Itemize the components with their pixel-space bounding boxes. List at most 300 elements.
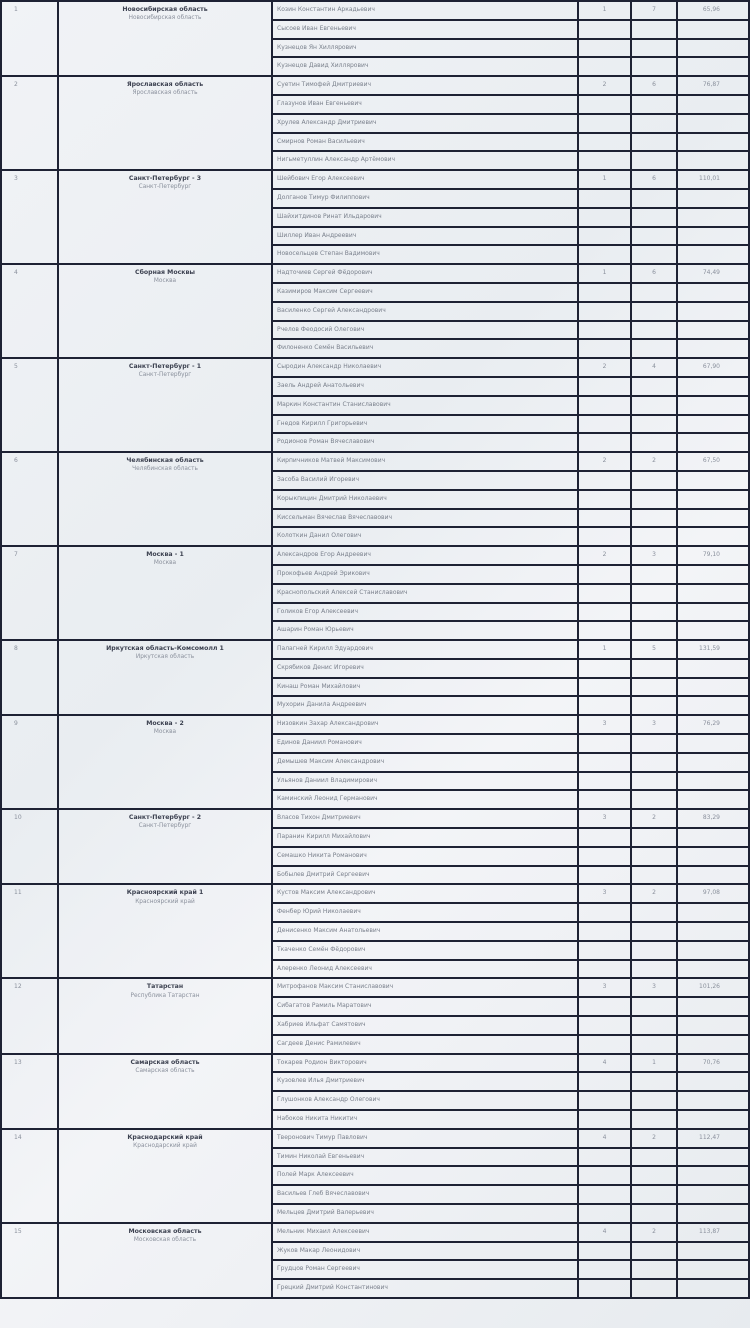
empty-cell — [631, 678, 677, 697]
team-region: Самарская область — [135, 1067, 195, 1074]
team-stat-a: 3 — [578, 715, 631, 734]
team-stat-a: 4 — [578, 1054, 631, 1073]
team-score: 101,26 — [677, 978, 749, 997]
table-row — [1, 640, 749, 659]
team-member-name: Ашарин Роман Юрьевич — [272, 621, 578, 640]
empty-cell — [677, 509, 749, 528]
empty-cell — [631, 734, 677, 753]
team-cell — [58, 546, 272, 640]
empty-cell — [631, 227, 677, 246]
team-rank: 14 — [1, 1129, 58, 1223]
team-score: 76,29 — [677, 715, 749, 734]
team-member-name: Низовкин Захар Александрович — [272, 715, 578, 734]
empty-cell — [677, 790, 749, 809]
team-member-name: Маркин Константин Станиславович — [272, 396, 578, 415]
empty-cell — [578, 1204, 631, 1223]
empty-cell — [677, 95, 749, 114]
empty-cell — [677, 866, 749, 885]
team-stat-b: 2 — [631, 809, 677, 828]
team-member-name: Надточиев Сергей Фёдорович — [272, 264, 578, 283]
team-stat-a: 2 — [578, 452, 631, 471]
team-cell — [58, 264, 272, 358]
team-stat-b: 2 — [631, 884, 677, 903]
empty-cell — [631, 790, 677, 809]
empty-cell — [631, 753, 677, 772]
empty-cell — [677, 151, 749, 170]
empty-cell — [631, 509, 677, 528]
empty-cell — [578, 603, 631, 622]
empty-cell — [578, 565, 631, 584]
empty-cell — [578, 527, 631, 546]
empty-cell — [578, 339, 631, 358]
table-row — [1, 884, 749, 903]
empty-cell — [578, 415, 631, 434]
team-member-name: Паранин Кирилл Михайлович — [272, 828, 578, 847]
empty-cell — [578, 847, 631, 866]
team-member-name: Митрофанов Максим Станиславович — [272, 978, 578, 997]
empty-cell — [631, 828, 677, 847]
empty-cell — [578, 903, 631, 922]
team-region: Санкт-Петербург — [138, 184, 192, 191]
empty-cell — [631, 1072, 677, 1091]
team-member-name: Власов Тихон Дмитриевич — [272, 809, 578, 828]
team-region: Иркутская область — [135, 654, 195, 661]
empty-cell — [677, 302, 749, 321]
empty-cell — [631, 95, 677, 114]
empty-cell — [631, 1279, 677, 1298]
team-member-name: Васильев Глеб Вячеславович — [272, 1185, 578, 1204]
team-member-name: Мельцев Дмитрий Валерьевич — [272, 1204, 578, 1223]
team-stat-a: 3 — [578, 809, 631, 828]
team-name: Санкт-Петербург - 2 — [128, 814, 202, 822]
empty-cell — [631, 696, 677, 715]
team-stat-b: 6 — [631, 264, 677, 283]
empty-cell — [677, 603, 749, 622]
empty-cell — [578, 245, 631, 264]
team-cell — [58, 452, 272, 546]
team-score: 67,90 — [677, 358, 749, 377]
empty-cell — [631, 433, 677, 452]
team-member-name: Кузовлев Илья Дмитриевич — [272, 1072, 578, 1091]
team-stat-a: 1 — [578, 170, 631, 189]
team-rank: 11 — [1, 884, 58, 978]
empty-cell — [578, 866, 631, 885]
team-stat-b: 4 — [631, 358, 677, 377]
empty-cell — [677, 339, 749, 358]
team-score: 110,01 — [677, 170, 749, 189]
team-member-name: Кустов Максим Александрович — [272, 884, 578, 903]
empty-cell — [631, 208, 677, 227]
team-stat-b: 2 — [631, 1223, 677, 1242]
team-cell — [58, 640, 272, 715]
empty-cell — [631, 471, 677, 490]
team-rank: 7 — [1, 546, 58, 640]
team-stat-b: 1 — [631, 1054, 677, 1073]
team-member-name: Шейбович Егор Алексеевич — [272, 170, 578, 189]
team-rank: 5 — [1, 358, 58, 452]
table-row — [1, 1054, 749, 1073]
team-stat-a: 3 — [578, 978, 631, 997]
empty-cell — [631, 415, 677, 434]
team-rank: 2 — [1, 76, 58, 170]
team-score: 112,47 — [677, 1129, 749, 1148]
team-member-name: Сысоев Иван Евгеньевич — [272, 20, 578, 39]
team-rank: 13 — [1, 1054, 58, 1129]
empty-cell — [631, 866, 677, 885]
team-name: Краснодарский край — [127, 1133, 203, 1141]
team-member-name: Токарев Родион Викторович — [272, 1054, 578, 1073]
team-member-name: Кузнецов Давид Хиллярович — [272, 57, 578, 76]
team-region: Новосибирская область — [128, 15, 202, 22]
empty-cell — [578, 57, 631, 76]
empty-cell — [631, 339, 677, 358]
empty-cell — [578, 734, 631, 753]
team-stat-b: 7 — [631, 1, 677, 20]
empty-cell — [677, 1242, 749, 1261]
empty-cell — [578, 1035, 631, 1054]
team-name: Сборная Москвы — [135, 269, 195, 277]
team-score: 83,29 — [677, 809, 749, 828]
empty-cell — [631, 922, 677, 941]
empty-cell — [677, 1072, 749, 1091]
team-region: Краснодарский край — [133, 1143, 197, 1150]
empty-cell — [578, 772, 631, 791]
team-stat-a: 1 — [578, 1, 631, 20]
empty-cell — [677, 565, 749, 584]
empty-cell — [631, 584, 677, 603]
team-region: Челябинская область — [132, 466, 198, 473]
empty-cell — [677, 847, 749, 866]
table-row — [1, 978, 749, 997]
table-row — [1, 358, 749, 377]
team-stat-a: 2 — [578, 546, 631, 565]
empty-cell — [631, 772, 677, 791]
empty-cell — [677, 377, 749, 396]
empty-cell — [578, 584, 631, 603]
team-member-name: Демышев Максим Александрович — [272, 753, 578, 772]
empty-cell — [677, 828, 749, 847]
team-member-name: Ткаченко Семён Фёдорович — [272, 941, 578, 960]
team-rank: 15 — [1, 1223, 58, 1298]
team-stat-a: 4 — [578, 1129, 631, 1148]
empty-cell — [578, 1148, 631, 1167]
team-member-name: Казимиров Максим Сергеевич — [272, 283, 578, 302]
team-member-name: Грецкий Дмитрий Константинович — [272, 1279, 578, 1298]
empty-cell — [631, 302, 677, 321]
empty-cell — [578, 1016, 631, 1035]
team-member-name: Тверонович Тимур Павлович — [272, 1129, 578, 1148]
empty-cell — [578, 20, 631, 39]
team-stat-a: 1 — [578, 640, 631, 659]
empty-cell — [631, 960, 677, 979]
team-score: 67,50 — [677, 452, 749, 471]
empty-cell — [677, 997, 749, 1016]
team-member-name: Рчелов Феодосий Олегович — [272, 321, 578, 340]
team-member-name: Жуков Макар Леонидович — [272, 1242, 578, 1261]
team-name: Ярославская область — [126, 81, 204, 89]
team-member-name: Родионов Роман Вячеславович — [272, 433, 578, 452]
team-stat-b: 3 — [631, 715, 677, 734]
team-stat-a: 2 — [578, 76, 631, 95]
team-stat-a: 1 — [578, 264, 631, 283]
team-name: Москва - 1 — [146, 551, 184, 559]
empty-cell — [631, 20, 677, 39]
team-member-name: Кузнецов Ян Хиллярович — [272, 39, 578, 58]
empty-cell — [578, 283, 631, 302]
empty-cell — [677, 1035, 749, 1054]
team-member-name: Смирнов Роман Васильевич — [272, 133, 578, 152]
empty-cell — [578, 321, 631, 340]
team-stat-b: 6 — [631, 170, 677, 189]
empty-cell — [578, 922, 631, 941]
empty-cell — [677, 283, 749, 302]
team-member-name: Грудцов Роман Сергеевич — [272, 1260, 578, 1279]
table-row — [1, 170, 749, 189]
empty-cell — [631, 847, 677, 866]
team-stat-a: 3 — [578, 884, 631, 903]
empty-cell — [578, 1072, 631, 1091]
table-row — [1, 1223, 749, 1242]
team-member-name: Краснопольский Алексей Станиславович — [272, 584, 578, 603]
team-region: Москва — [153, 278, 177, 285]
team-cell — [58, 170, 272, 264]
team-region: Московская область — [133, 1237, 197, 1243]
team-member-name: Тимин Николай Евгеньевич — [272, 1148, 578, 1167]
team-name: Санкт-Петербург - 1 — [128, 363, 202, 371]
empty-cell — [631, 997, 677, 1016]
team-score: 97,08 — [677, 884, 749, 903]
empty-cell — [578, 696, 631, 715]
empty-cell — [578, 490, 631, 509]
empty-cell — [631, 377, 677, 396]
team-region: Санкт-Петербург — [138, 823, 192, 830]
team-rank: 3 — [1, 170, 58, 264]
empty-cell — [677, 490, 749, 509]
team-score: 70,76 — [677, 1054, 749, 1073]
team-cell — [58, 884, 272, 978]
empty-cell — [578, 39, 631, 58]
team-member-name: Заель Андрей Анатольевич — [272, 377, 578, 396]
team-stat-a: 2 — [578, 358, 631, 377]
team-cell — [58, 358, 272, 452]
empty-cell — [578, 997, 631, 1016]
empty-cell — [677, 415, 749, 434]
empty-cell — [578, 1279, 631, 1298]
empty-cell — [631, 565, 677, 584]
team-member-name: Долганов Тимур Филиппович — [272, 189, 578, 208]
team-stat-b: 6 — [631, 76, 677, 95]
team-results-body — [1, 1, 749, 1298]
team-member-name: Шайхитдинов Ринат Ильдарович — [272, 208, 578, 227]
team-cell — [58, 1129, 272, 1223]
empty-cell — [578, 1242, 631, 1261]
team-rank: 4 — [1, 264, 58, 358]
team-member-name: Кирпичников Матвей Максимович — [272, 452, 578, 471]
team-member-name: Единов Даниил Романович — [272, 734, 578, 753]
empty-cell — [578, 1110, 631, 1129]
empty-cell — [631, 603, 677, 622]
empty-cell — [578, 678, 631, 697]
table-row — [1, 546, 749, 565]
empty-cell — [677, 584, 749, 603]
table-row — [1, 1, 749, 20]
empty-cell — [578, 621, 631, 640]
empty-cell — [677, 960, 749, 979]
team-member-name: Набоков Никита Никитич — [272, 1110, 578, 1129]
empty-cell — [578, 114, 631, 133]
team-member-name: Фенбер Юрий Николаевич — [272, 903, 578, 922]
team-name: Челябинская область — [126, 457, 204, 465]
team-region: Ярославская область — [132, 90, 198, 97]
table-row — [1, 1129, 749, 1148]
team-region: Москва — [153, 729, 177, 736]
team-member-name: Сыродин Александр Николаевич — [272, 358, 578, 377]
empty-cell — [677, 321, 749, 340]
team-region: Санкт-Петербург — [138, 372, 192, 379]
team-member-name: Сибагатов Рамиль Маратович — [272, 997, 578, 1016]
team-member-name: Мельник Михаил Алексеевич — [272, 1223, 578, 1242]
team-stat-b: 5 — [631, 640, 677, 659]
empty-cell — [677, 1166, 749, 1185]
team-member-name: Суетин Тимофей Дмитриевич — [272, 76, 578, 95]
team-name: Иркутская область-Комсомолл 1 — [106, 645, 224, 653]
team-member-name: Алеренко Леонид Алексеевич — [272, 960, 578, 979]
team-score: 65,96 — [677, 1, 749, 20]
empty-cell — [578, 151, 631, 170]
empty-cell — [631, 621, 677, 640]
team-member-name: Александров Егор Андреевич — [272, 546, 578, 565]
empty-cell — [677, 903, 749, 922]
team-member-name: Палагней Кирилл Эдуардович — [272, 640, 578, 659]
empty-cell — [631, 1016, 677, 1035]
team-region: Республика Татарстан — [130, 992, 200, 999]
team-member-name: Нигьметуллин Александр Артёмович — [272, 151, 578, 170]
empty-cell — [631, 283, 677, 302]
team-member-name: Семашко Никита Романович — [272, 847, 578, 866]
team-member-name: Засоба Василий Игоревич — [272, 471, 578, 490]
empty-cell — [631, 1260, 677, 1279]
team-cell — [58, 1223, 272, 1298]
team-member-name: Кинаш Роман Михайлович — [272, 678, 578, 697]
team-member-name: Полей Марк Алексеевич — [272, 1166, 578, 1185]
empty-cell — [631, 1148, 677, 1167]
empty-cell — [677, 922, 749, 941]
empty-cell — [677, 1148, 749, 1167]
team-member-name: Глушонков Александр Олегович — [272, 1091, 578, 1110]
empty-cell — [578, 1260, 631, 1279]
team-score: 74,49 — [677, 264, 749, 283]
empty-cell — [677, 941, 749, 960]
team-stat-b: 3 — [631, 978, 677, 997]
table-row — [1, 264, 749, 283]
table-row — [1, 452, 749, 471]
team-member-name: Филоненко Семён Васильевич — [272, 339, 578, 358]
empty-cell — [677, 696, 749, 715]
empty-cell — [631, 133, 677, 152]
team-name: Татарстан — [146, 983, 184, 991]
empty-cell — [578, 227, 631, 246]
empty-cell — [677, 471, 749, 490]
team-member-name: Киссельман Вячеслав Вячеславович — [272, 509, 578, 528]
team-rank: 6 — [1, 452, 58, 546]
empty-cell — [677, 1260, 749, 1279]
team-rank: 1 — [1, 1, 58, 76]
team-name: Красноярский край 1 — [126, 889, 204, 897]
team-rank: 8 — [1, 640, 58, 715]
empty-cell — [578, 1185, 631, 1204]
team-name: Санкт-Петербург - 3 — [128, 175, 202, 183]
team-name: Самарская область — [130, 1058, 200, 1066]
team-member-name: Хрулев Александр Дмитриевич — [272, 114, 578, 133]
team-member-name: Козин Константин Аркадьевич — [272, 1, 578, 20]
team-member-name: Каминский Леонид Германович — [272, 790, 578, 809]
empty-cell — [631, 490, 677, 509]
team-score: 131,59 — [677, 640, 749, 659]
empty-cell — [578, 95, 631, 114]
empty-cell — [677, 734, 749, 753]
team-member-name: Мухорин Данила Андреевич — [272, 696, 578, 715]
team-member-name: Колоткин Данил Олегович — [272, 527, 578, 546]
empty-cell — [631, 151, 677, 170]
empty-cell — [578, 208, 631, 227]
empty-cell — [578, 659, 631, 678]
team-rank: 12 — [1, 978, 58, 1053]
empty-cell — [578, 189, 631, 208]
empty-cell — [677, 208, 749, 227]
team-region: Красноярский край — [135, 898, 195, 905]
empty-cell — [677, 1091, 749, 1110]
empty-cell — [631, 903, 677, 922]
empty-cell — [677, 621, 749, 640]
team-cell — [58, 715, 272, 809]
empty-cell — [631, 1091, 677, 1110]
empty-cell — [677, 227, 749, 246]
team-score: 113,87 — [677, 1223, 749, 1242]
team-member-name: Прокофьев Андрей Эрикович — [272, 565, 578, 584]
empty-cell — [631, 659, 677, 678]
empty-cell — [677, 57, 749, 76]
empty-cell — [677, 39, 749, 58]
empty-cell — [677, 1279, 749, 1298]
empty-cell — [677, 189, 749, 208]
empty-cell — [631, 189, 677, 208]
empty-cell — [578, 433, 631, 452]
empty-cell — [631, 527, 677, 546]
empty-cell — [631, 1110, 677, 1129]
team-stat-b: 2 — [631, 452, 677, 471]
empty-cell — [578, 396, 631, 415]
team-stat-b: 2 — [631, 1129, 677, 1148]
team-name: Москва - 2 — [146, 720, 184, 728]
empty-cell — [631, 39, 677, 58]
empty-cell — [677, 678, 749, 697]
empty-cell — [578, 960, 631, 979]
empty-cell — [631, 1204, 677, 1223]
empty-cell — [578, 1166, 631, 1185]
team-member-name: Гнедов Кирилл Григорьевич — [272, 415, 578, 434]
team-member-name: Глазунов Иван Евгеньевич — [272, 95, 578, 114]
team-cell — [58, 1054, 272, 1129]
empty-cell — [631, 114, 677, 133]
team-rank: 9 — [1, 715, 58, 809]
empty-cell — [578, 941, 631, 960]
empty-cell — [677, 659, 749, 678]
empty-cell — [677, 1016, 749, 1035]
team-member-name: Ульянов Даниил Владимирович — [272, 772, 578, 791]
team-member-name: Бобылев Дмитрий Сергеевич — [272, 866, 578, 885]
team-cell — [58, 978, 272, 1053]
empty-cell — [677, 753, 749, 772]
